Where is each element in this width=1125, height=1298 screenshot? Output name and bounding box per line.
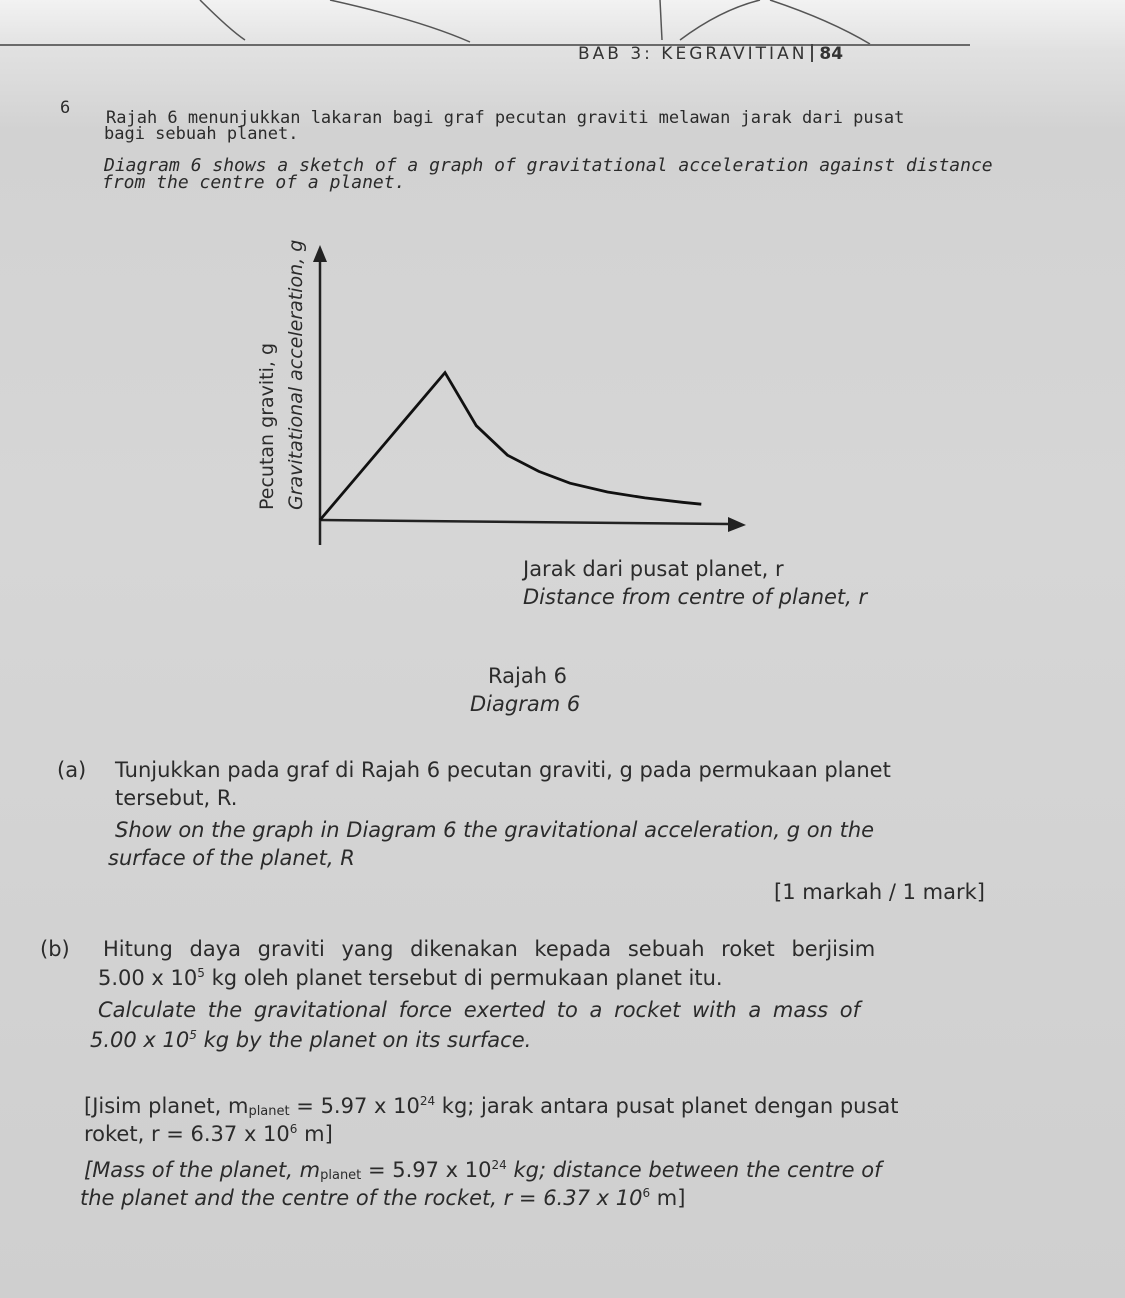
question-number: 6 xyxy=(60,98,71,118)
given-ms-radius-exponent: 6 xyxy=(289,1122,298,1136)
part-b-label: (b) xyxy=(40,937,70,961)
given-en-distance-text: kg; distance between the centre of xyxy=(513,1158,882,1182)
intro-en-line-1: Diagram 6 shows a sketch of a graph of gravitational acceleration against distance xyxy=(104,155,993,176)
page-number: 84 xyxy=(819,44,844,64)
y-axis-arrow-icon xyxy=(313,245,327,262)
intro-ms-line-2: bagi sebuah planet. xyxy=(104,124,299,144)
given-ms-distance-text: kg; jarak antara pusat planet dengan pusat xyxy=(441,1094,899,1118)
given-en-mass-exponent: 24 xyxy=(491,1158,507,1172)
part-a-ms-line-1: Tunjukkan pada graf di Rajah 6 pecutan graviti, g pada permukaan planet xyxy=(115,758,891,782)
given-en-radius-unit: m] xyxy=(656,1186,686,1210)
diagram-caption-ms: Rajah 6 xyxy=(488,664,568,688)
given-en-mass-label: [Mass of the planet, m xyxy=(84,1158,321,1182)
part-b-ms-line-2 xyxy=(98,966,723,990)
given-en-mass-value: = 5.97 x 10 xyxy=(367,1158,492,1182)
rocket-mass-exponent-en: 5 xyxy=(189,1028,197,1042)
part-b-en-line-1: Calculate the gravitational force exerted to a rocket with a mass of xyxy=(98,998,860,1022)
given-en-line-1 xyxy=(84,1158,881,1183)
part-b-en-line-2 xyxy=(90,1028,531,1052)
intro-ms-line-1: Rajah 6 menunjukkan lakaran bagi graf pecutan graviti melawan jarak dari pusat xyxy=(106,108,905,128)
rocket-mass-exponent-ms: 5 xyxy=(197,966,205,980)
part-b-en-rest: kg by the planet on its surface. xyxy=(203,1028,532,1052)
given-en-mass-subscript: planet xyxy=(320,1168,362,1183)
given-en-line-2 xyxy=(80,1186,685,1210)
part-a-marks: [1 markah / 1 mark] xyxy=(774,880,985,904)
given-ms-radius-value: roket, r = 6.37 x 10 xyxy=(84,1122,290,1146)
y-axis-label-ms: Pecutan graviti, g xyxy=(256,342,278,510)
acceleration-curve xyxy=(320,373,701,520)
part-b-ms-line-1: Hitung daya graviti yang dikenakan kepada sebuah roket berjisim xyxy=(103,937,876,961)
given-ms-mass-value: = 5.97 x 10 xyxy=(296,1094,420,1118)
given-en-radius-value: the planet and the centre of the rocket, r = 6.37 x 10 xyxy=(80,1186,643,1210)
x-axis-arrow-icon xyxy=(728,517,746,532)
x-axis-label-en: Distance from centre of planet, r xyxy=(523,585,868,609)
part-a-en-line-2: surface of the planet, R xyxy=(108,846,355,870)
diagram-caption-en: Diagram 6 xyxy=(470,692,581,716)
given-ms-mass-subscript: planet xyxy=(248,1104,290,1119)
rocket-mass-en: 5.00 x 10 xyxy=(90,1028,190,1052)
given-ms-mass-label: [Jisim planet, m xyxy=(84,1094,249,1118)
given-en-radius-exponent: 6 xyxy=(642,1186,651,1200)
x-axis-label-ms: Jarak dari pusat planet, r xyxy=(523,557,784,581)
given-ms-line-2 xyxy=(84,1122,333,1146)
chapter-title: BAB 3: KEGRAVITIAN xyxy=(578,44,808,64)
x-axis xyxy=(320,520,730,524)
given-ms-mass-exponent: 24 xyxy=(419,1094,436,1108)
y-axis-label-en: Gravitational acceleration, g xyxy=(285,239,307,510)
part-b-ms-rest: kg oleh planet tersebut di permukaan planet itu. xyxy=(211,966,723,990)
part-a-label: (a) xyxy=(57,758,87,782)
part-a-en-line-1: Show on the graph in Diagram 6 the gravitational acceleration, g on the xyxy=(115,818,875,842)
given-ms-line-1 xyxy=(84,1094,899,1119)
given-ms-radius-unit: m] xyxy=(304,1122,333,1146)
intro-en-line-2: from the centre of a planet. xyxy=(102,172,406,193)
rocket-mass-ms: 5.00 x 10 xyxy=(98,966,198,990)
part-a-ms-line-2: tersebut, R. xyxy=(115,786,238,810)
